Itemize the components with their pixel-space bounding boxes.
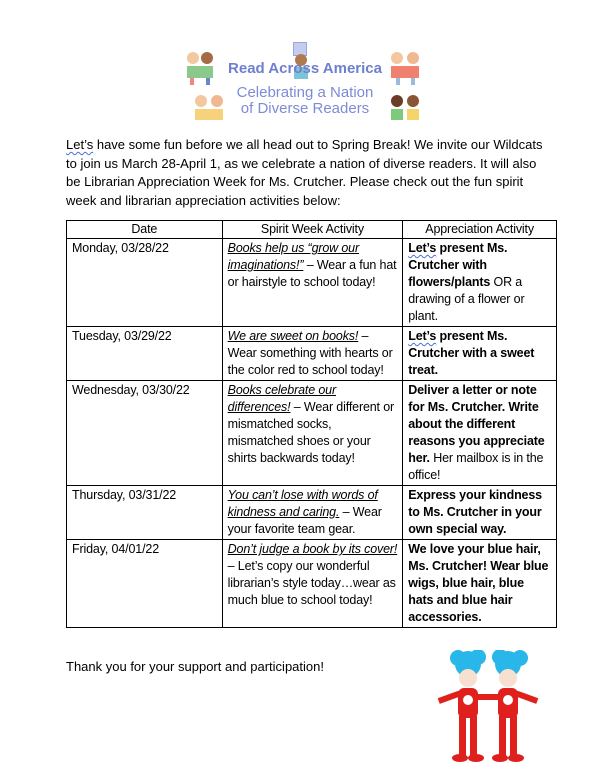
spirit-theme: Don’t judge a book by its cover!	[227, 542, 398, 556]
spirit-cell	[222, 540, 403, 628]
appreciation-detail: OR a drawing of a flower or plant.	[408, 275, 525, 323]
children-reading-illustration	[386, 50, 424, 88]
appreciation-detail: Her mailbox is in the office!	[408, 451, 544, 482]
spirit-cell	[222, 239, 403, 327]
spirit-detail: – Let’s copy our wonderful librarian’s style today…wear as much blue to school today!	[227, 559, 396, 607]
table-row	[67, 381, 557, 486]
spirit-cell	[222, 381, 403, 486]
spirit-cell	[222, 327, 403, 381]
appreciation-bold: We love your blue hair, Ms. Crutcher! Wear blue wigs, blue hair, blue hats and blue hair accessories.	[408, 542, 549, 624]
table-header-row	[67, 221, 557, 239]
table-row	[67, 540, 557, 628]
banner-subtitle	[220, 85, 390, 117]
children-reading-illustration	[182, 50, 218, 86]
subtitle-line-2: of Diverse Readers	[240, 100, 370, 117]
table-row	[67, 486, 557, 540]
table-row	[67, 239, 557, 327]
table-row	[67, 327, 557, 381]
spirit-theme: You can’t lose with words of kindness and caring.	[227, 488, 378, 519]
banner-title: Read Across America	[228, 60, 382, 77]
intro-text: have some fun before we all head out to Spring Break! We invite our Wildcats to join us March 28-April 1, as we celebrate a nation of diverse readers. It will also be Librarian Appreciation Week for Ms. Crutcher. Please check out the fun spirit week and librarian appreciation activities below:	[66, 137, 543, 208]
date-cell: Monday, 03/28/22	[67, 239, 223, 327]
spirit-detail: – Wear something with hearts or the color red to school today!	[227, 329, 393, 377]
spellcheck-word: Let’s	[66, 137, 94, 152]
intro-paragraph	[66, 136, 546, 210]
spirit-detail: – Wear a fun hat or hairstyle to school today!	[227, 258, 397, 289]
spirit-cell	[222, 486, 403, 540]
spirit-theme: We are sweet on books!	[227, 329, 359, 343]
appreciation-bold: Deliver a letter or note for Ms. Crutcher. Write about the different reasons you appreciate her.	[408, 383, 545, 465]
date-cell: Thursday, 03/31/22	[67, 486, 223, 540]
spellcheck-word: Let’s	[408, 329, 437, 343]
thing-one-thing-two-illustration	[430, 650, 550, 765]
spirit-theme: Books help us “grow our imaginations!”	[227, 241, 359, 272]
appreciation-bold: present Ms. Crutcher with flowers/plants	[408, 241, 508, 289]
spirit-detail: – Wear your favorite team gear.	[227, 505, 382, 536]
spirit-theme: Books celebrate our differences!	[227, 383, 336, 414]
appreciation-cell	[403, 540, 557, 628]
appreciation-bold: Express your kindness to Ms. Crutcher in your own special way.	[408, 488, 542, 536]
read-across-america-banner	[180, 40, 425, 125]
spellcheck-word: Let’s	[408, 241, 437, 255]
activities-table	[66, 220, 557, 628]
closing-text: Thank you for your support and participation!	[66, 659, 324, 674]
appreciation-cell	[403, 239, 557, 327]
header-date: Date	[67, 221, 223, 239]
appreciation-cell	[403, 327, 557, 381]
date-cell: Friday, 04/01/22	[67, 540, 223, 628]
header-spirit: Spirit Week Activity	[222, 221, 403, 239]
appreciation-cell	[403, 486, 557, 540]
appreciation-cell	[403, 381, 557, 486]
header-appreciation: Appreciation Activity	[403, 221, 557, 239]
date-cell: Tuesday, 03/29/22	[67, 327, 223, 381]
children-reading-illustration	[386, 94, 424, 128]
date-cell: Wednesday, 03/30/22	[67, 381, 223, 486]
appreciation-bold: present Ms. Crutcher with a sweet treat.	[408, 329, 535, 377]
subtitle-line-1: Celebrating a Nation	[236, 84, 374, 101]
spirit-detail: – Wear different or mismatched socks, mismatched shoes or your shirts backwards today!	[227, 400, 395, 465]
